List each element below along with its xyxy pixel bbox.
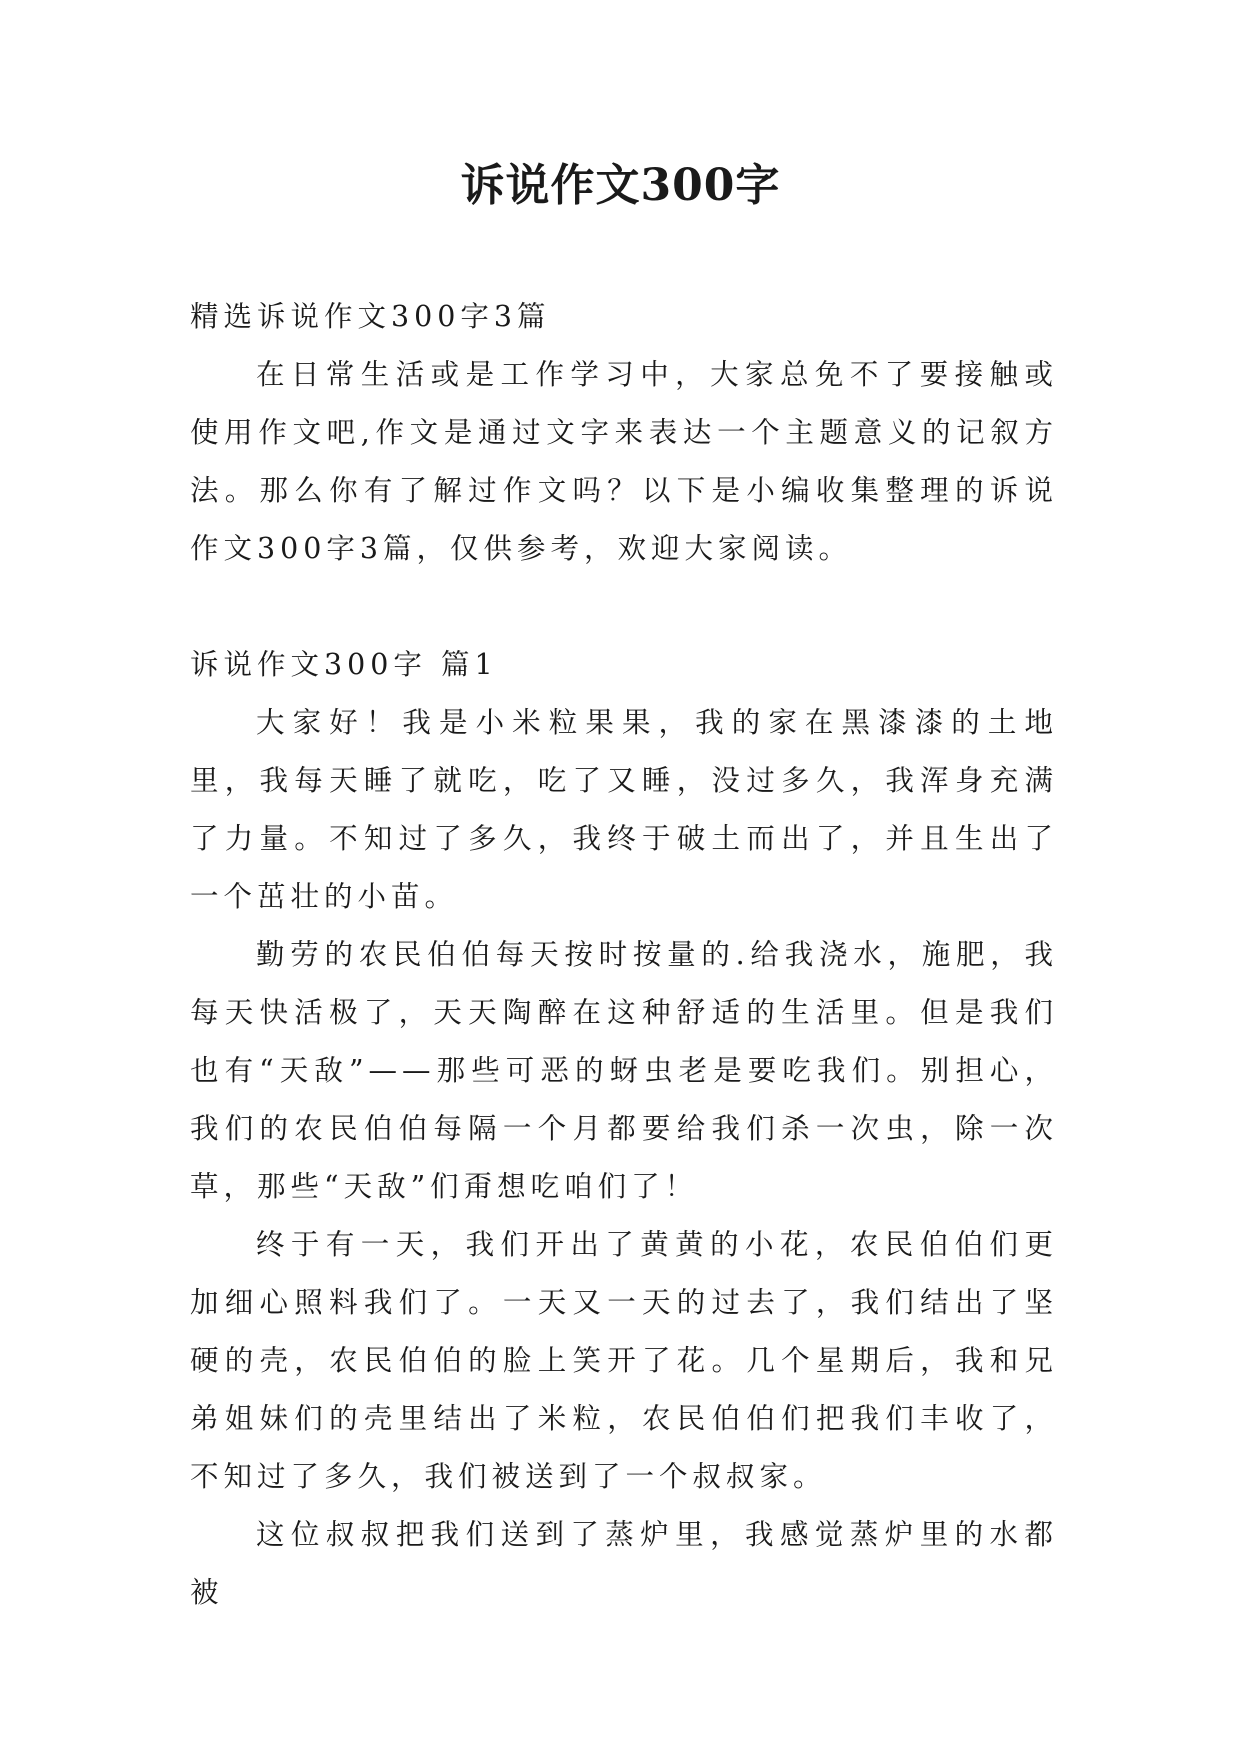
body-paragraph: 勤劳的农民伯伯每天按时按量的.给我浇水，施肥，我每天快活极了，天天陶醉在这种舒适的生活里。但是我们也有“天敌”——那些可恶的蚜虫老是要吃我们。别担心，我们的农民伯伯每隔一个月都要给我们杀一次虫，除一次草，那些“天敌”们甭想吃咱们了！ [190, 938, 1058, 1203]
section-heading: 诉说作文300字 篇1 [190, 648, 498, 681]
document-title: 诉说作文300字 [460, 160, 781, 211]
body-paragraph: 终于有一天，我们开出了黄黄的小花，农民伯伯们更加细心照料我们了。一天又一天的过去了，我们结出了坚硬的壳，农民伯伯的脸上笑开了花。几个星期后，我和兄弟姐妹们的壳里结出了米粒，农民伯伯们把我们丰收了，不知过了多久，我们被送到了一个叔叔家。 [190, 1228, 1058, 1493]
document-body [190, 288, 1058, 1622]
body-paragraph: 这位叔叔把我们送到了蒸炉里，我感觉蒸炉里的水都被 [190, 1518, 1058, 1609]
section-spacer [190, 578, 1058, 636]
intro-heading: 精选诉说作文300字3篇 [190, 300, 551, 333]
body-paragraph: 大家好！我是小米粒果果，我的家在黑漆漆的土地里，我每天睡了就吃，吃了又睡，没过多久，我浑身充满了力量。不知过了多久，我终于破土而出了，并且生出了一个茁壮的小苗。 [190, 706, 1058, 913]
intro-paragraph: 在日常生活或是工作学习中，大家总免不了要接触或使用作文吧,作文是通过文字来表达一个主题意义的记叙方法。那么你有了解过作文吗？以下是小编收集整理的诉说作文300字3篇，仅供参考，欢迎大家阅读。 [190, 358, 1058, 565]
